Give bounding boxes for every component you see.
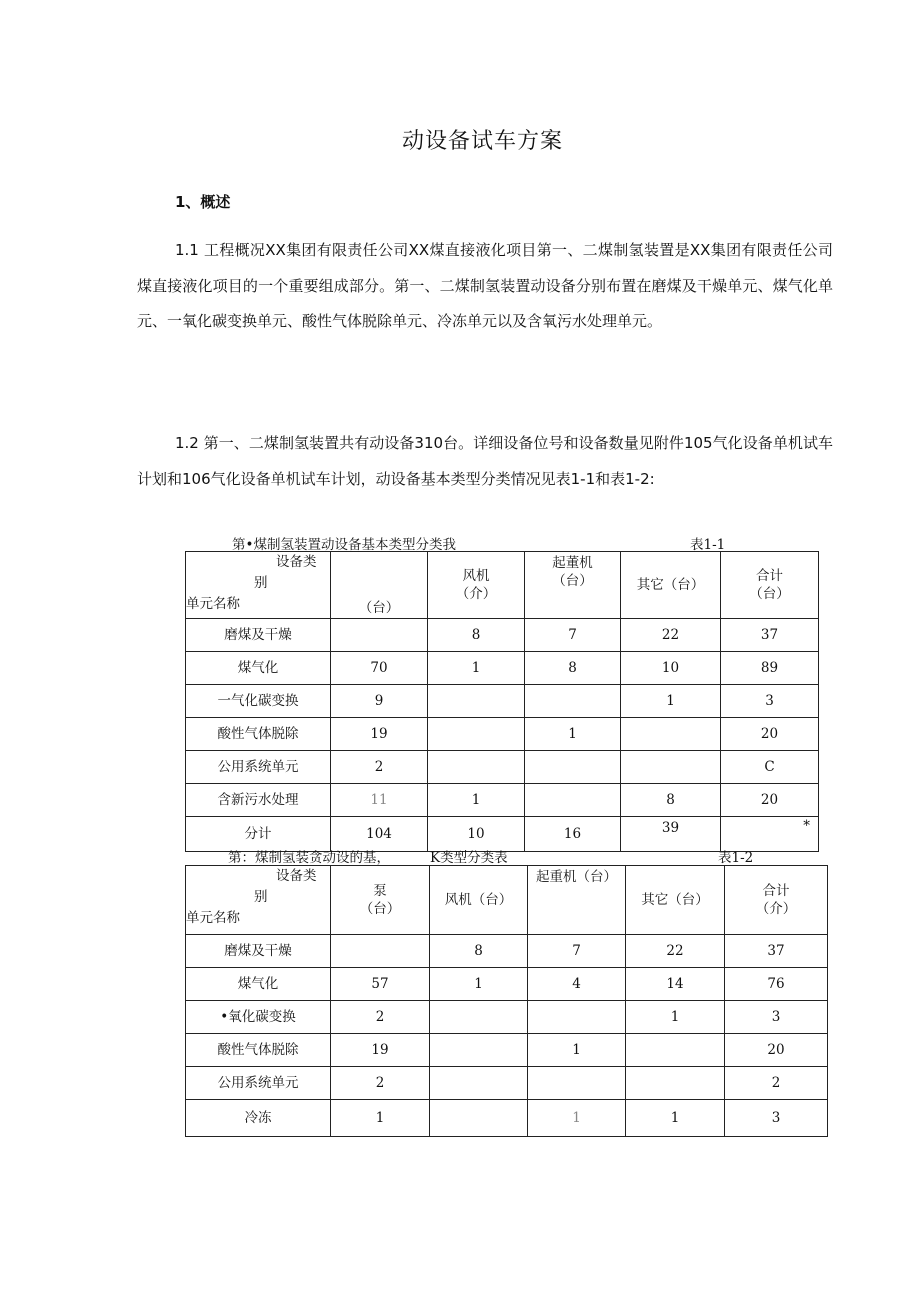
- header-corner-cell: [186, 552, 331, 619]
- table-row: [186, 935, 828, 968]
- cell: 1: [528, 1034, 626, 1067]
- cell: 1: [331, 1100, 430, 1137]
- table-row: [186, 1001, 828, 1034]
- header-col5: 合计 （台）: [721, 552, 819, 619]
- table-row: [186, 718, 819, 751]
- cell: [331, 935, 430, 968]
- row-name: 磨煤及干燥: [186, 935, 331, 968]
- table-header-row: [186, 866, 828, 935]
- table1-label: 表1-1: [690, 537, 726, 553]
- cell: 20: [721, 718, 819, 751]
- cell: 8: [525, 652, 621, 685]
- table-row: [186, 784, 819, 817]
- cell: 37: [725, 935, 828, 968]
- header-corner-mid: 别: [254, 889, 268, 905]
- row-name: 含新污水处理: [186, 784, 331, 817]
- cell: [428, 685, 525, 718]
- cell: 22: [626, 935, 725, 968]
- cell: 1: [525, 718, 621, 751]
- table-header-row: [186, 552, 819, 619]
- cell: 2: [331, 1001, 430, 1034]
- row-name: 公用系统单元: [186, 751, 331, 784]
- cell: [430, 1067, 528, 1100]
- cell: 37: [721, 619, 819, 652]
- cell: [430, 1001, 528, 1034]
- cell: 10: [428, 817, 525, 852]
- cell: 1: [621, 685, 721, 718]
- table-row: [186, 652, 819, 685]
- cell: [525, 751, 621, 784]
- cell: 3: [721, 685, 819, 718]
- cell: 8: [428, 619, 525, 652]
- row-name: 一气化碳变换: [186, 685, 331, 718]
- row-name: 分计: [186, 817, 331, 852]
- row-name: 公用系统单元: [186, 1067, 331, 1100]
- cell: [525, 685, 621, 718]
- paragraph-equipment-count: 1.2 第一、二煤制氢装置共有动设备310台。详细设备位号和设备数量见附件105气化设备单机试车计划和106气化设备单机试车计划，动设备基本类型分类情况见表1-1和表1-2:: [137, 434, 833, 488]
- header-col2: 风机（台）: [430, 866, 528, 935]
- cell: [525, 784, 621, 817]
- cell: 22: [621, 619, 721, 652]
- header-corner-cell: [186, 866, 331, 935]
- table2-caption: 第：煤制氢装贪动设的基，: [228, 850, 390, 866]
- cell: 16: [525, 817, 621, 852]
- cell: 3: [725, 1001, 828, 1034]
- cell: 8: [621, 784, 721, 817]
- cell: 2: [331, 1067, 430, 1100]
- cell: [428, 718, 525, 751]
- cell: 8: [430, 935, 528, 968]
- cell: 1: [428, 784, 525, 817]
- table2-caption-mid: K类型分类表: [430, 850, 508, 866]
- section-heading: 1、概述: [175, 193, 231, 211]
- header-corner-bottom: 单元名称: [186, 910, 240, 926]
- header-col1: （台）: [331, 552, 428, 619]
- cell: C: [721, 751, 819, 784]
- row-name: 磨煤及干燥: [186, 619, 331, 652]
- cell: [528, 1067, 626, 1100]
- cell: [626, 1034, 725, 1067]
- table-row: [186, 1067, 828, 1100]
- table-row: [186, 1100, 828, 1137]
- header-corner-mid: 别: [254, 575, 268, 591]
- cell: 20: [721, 784, 819, 817]
- cell: 89: [721, 652, 819, 685]
- table2-label: 表1-2: [718, 850, 754, 866]
- table-row: [186, 751, 819, 784]
- header-col4: 其它（台）: [626, 866, 725, 935]
- cell: 9: [331, 685, 428, 718]
- cell: 3: [725, 1100, 828, 1137]
- cell: 19: [331, 718, 428, 751]
- paragraph-overview: 1.1 工程概况XX集团有限责任公司XX煤直接液化项目第一、二煤制氢装置是XX集团有限责任公司煤直接液化项目的一个重要组成部分。第一、二煤制氢装置动设备分别布置在磨煤及干燥单元、煤气化单元、一氧化碳变换单元、酸性气体脱除单元、冷冻单元以及含氧污水处理单元。: [137, 241, 833, 330]
- row-name: 酸性气体脱除: [186, 718, 331, 751]
- cell: [430, 1100, 528, 1137]
- cell: 19: [331, 1034, 430, 1067]
- cell: 39: [621, 817, 721, 852]
- cell: 11: [331, 784, 428, 817]
- row-name: 煤气化: [186, 968, 331, 1001]
- cell: [626, 1067, 725, 1100]
- header-col1: 泵 （台）: [331, 866, 430, 935]
- cell: 57: [331, 968, 430, 1001]
- cell: 104: [331, 817, 428, 852]
- cell: [430, 1034, 528, 1067]
- header-corner-bottom: 单元名称: [186, 596, 240, 612]
- table-row: [186, 619, 819, 652]
- header-col2: 风机 （介）: [428, 552, 525, 619]
- header-corner-top: 设备类: [276, 554, 317, 570]
- cell: 76: [725, 968, 828, 1001]
- cell: 4: [528, 968, 626, 1001]
- cell: 20: [725, 1034, 828, 1067]
- cell: 70: [331, 652, 428, 685]
- cell: 1: [528, 1100, 626, 1137]
- row-name: 煤气化: [186, 652, 331, 685]
- cell: [528, 1001, 626, 1034]
- row-name: 冷冻: [186, 1100, 331, 1137]
- cell: 7: [528, 935, 626, 968]
- cell: 1: [428, 652, 525, 685]
- table-row: [186, 1034, 828, 1067]
- cell: 1: [626, 1001, 725, 1034]
- cell: 2: [725, 1067, 828, 1100]
- page-title: 动设备试车方案: [401, 129, 563, 154]
- cell: 7: [525, 619, 621, 652]
- header-col5: 合计 （介）: [725, 866, 828, 935]
- cell: [621, 718, 721, 751]
- row-name: 酸性气体脱除: [186, 1034, 331, 1067]
- table-row: [186, 685, 819, 718]
- table1-caption: 第•煤制氢装置动设备基本类型分类我: [232, 537, 456, 553]
- cell: 1: [626, 1100, 725, 1137]
- cell: [428, 751, 525, 784]
- table-1-1: [185, 551, 819, 852]
- header-col3: 起董机 （台）: [525, 552, 621, 619]
- header-col4: 其它（台）: [621, 552, 721, 619]
- cell: 2: [331, 751, 428, 784]
- cell: 1: [430, 968, 528, 1001]
- header-corner-top: 设备类: [276, 868, 317, 884]
- table-1-2: [185, 865, 828, 1137]
- cell: 14: [626, 968, 725, 1001]
- cell: *: [721, 817, 819, 852]
- table-row: [186, 968, 828, 1001]
- cell: [621, 751, 721, 784]
- cell: 10: [621, 652, 721, 685]
- cell: [331, 619, 428, 652]
- header-col3: 起重机（台）: [528, 866, 626, 935]
- row-name: •氧化碳变换: [186, 1001, 331, 1034]
